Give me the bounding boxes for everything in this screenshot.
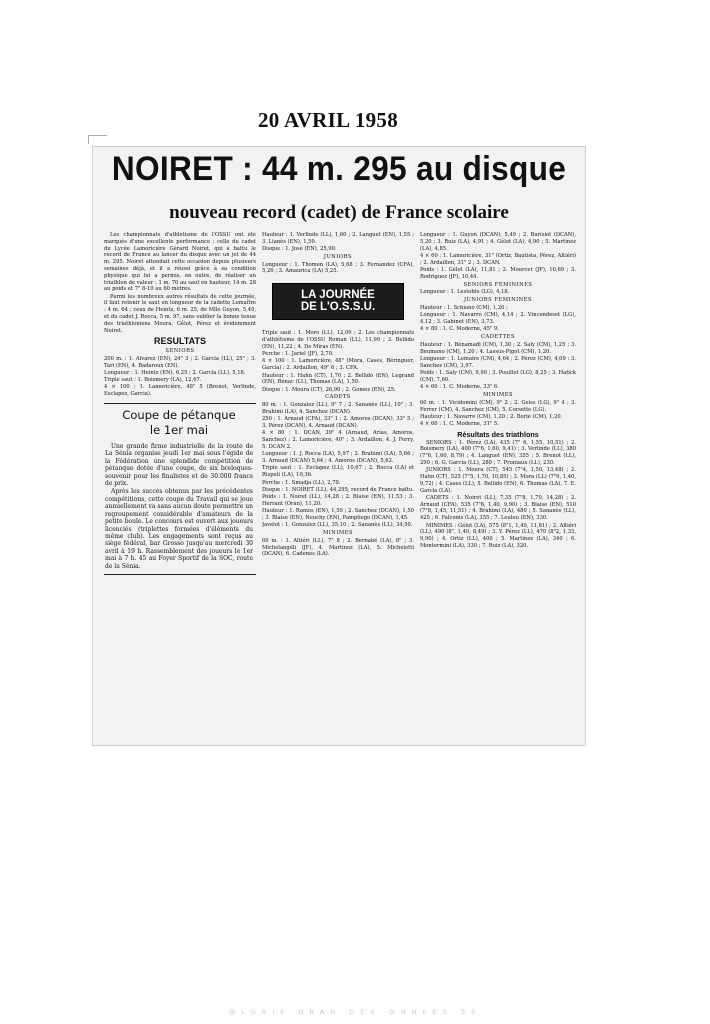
column-3 [420,232,576,746]
result-line: Javelot : 1. Gonzalez (LL), 35,10 ; 2. Sananès (LL), 34,50. [262,522,413,529]
watermark-footer: @LGRIE ORAN DES @NNEES 50 [228,1008,482,1016]
cadets-heading: CADETS [325,394,351,401]
result-line: Perche : 1. Smadja (LL), 2,70. [262,479,341,486]
column-2 [262,232,414,746]
result-line: Longueur : 1. Heintz (EN), 6,25 ; 2. Garcia (LL), 5,18. [104,369,246,376]
result-line: Longueur : 1. Guyon (DCAN), 5,49 ; 2. Barisiot (DCAN), 5,20 ; 3. Ruiz (LA), 4,91 ; 4. Gélot (LA), 4,90 ; 5. Martinez (LA), 4,85. [420,232,576,252]
result-line: Longueur : 1. J. Rocca (LA), 5,97 ; 2. Brahimi (LA), 5,66 ; 3. Arnaud (DCAN) 5,64 ; 4. Amoros (DCAN), 5,62. [262,451,414,465]
result-line: Triple saut : 1. Esclapez (LL), 10,67 ; 2. Rocca (LA) et Rispoli (LA), 10,36. [262,465,414,479]
result-line: Hauteur : 1. Ramos (EN), 1,50 ; 2. Sanchez (DCAN), 1,50 ; 3. Blaise (EN), Neuchy (EN), Pampliego (DCAN), 1,45. [262,508,414,521]
article-date: 20 AVRIL 1958 [257,108,399,132]
result-line: 4 × 60 : 1. C. Moderne, 33" 6. [420,384,499,391]
result-line: 60 m. : 1. Vicidomini (CM), 9" 2 ; 2. Geiss (LG), 9" 4 ; 3. Ferrer (CM), 4. Sanchez (CM), 5. Corsette (LG). [420,399,576,413]
result-line: 4 × 100 : 1. Lamoricière, 48" 5 (Brenot, Verlinde, Esclapez, Garcia). [104,384,256,398]
newspaper-clipping [92,146,586,746]
result-line: Hauteur : 1. Navarre (CM), 1,20 ; 2. Borie (CM), 1,20. [420,413,563,420]
result-line: 4 × 80 : 1. C. Moderne, 45" 9. [420,326,499,333]
result-line: Disque : 1. NOIRET (LL), 44,295, record de France battu. [262,486,414,493]
result-line: 4 × 60 : 1. C. Moderne, 31" 5. [420,421,499,428]
result-line: Triple saut : 1. Moro (LL), 12,09 ; 2. Les championnats d'athlétisme de l'OSSU Roman (LL), 11,99 ; 3. Bellido (EN), 11,22 ; 4. De Miras (EN). [262,330,414,350]
result-line: Longueur : 1. Navarro (CM), 4,14 ; 2. Vincendeset (LG), 4,12 ; 3. Gabinet (EN), 3,73. [420,312,576,326]
ossu-banner-line: LA JOURNÉE [301,289,375,302]
intro-paragraph: Les championnats d'athlétisme de l'OSSU ont été marqués d'une excellente performance : celle du cadet du Lycée Lamoricière Gérard Noiret, qui a battu le record de France au lancer du disque avec un jet de 44 m. 295. Noiret attendait cette occasion depuis plusieurs semaines déjà, et il a réussi grâce à sa condition physique qui lui a permis, en outre, de réaliser un triathlon de valeur : 1 m. 70 au saut en hauteur, 14 m. 28 au poids et 7" 8-10 au 60 mètres. [104,232,256,293]
result-line: 4 × 100 : 1. Lamoricière, 48" (Mora, Cases, Béringuer, Garcia) ; 2. Ardaillon, 49" 6 ; 3. CFA. [262,358,414,372]
result-line: Poids : 1. Saly (CM), 9,90 ; 3. Pouillet (LG), 8,25 ; 3. Hatick (CM), 7,60. [420,370,576,383]
triathlon-line: SENIORS : 1. Pérez (LA), 435 (7" 6, 1,55, 10,51) ; 2. Boismery (LA), 400 (7"6, 1,60, 9,41) ; 3. Verlinde (LL), 380 (7"6, 1,60, 8,79) ; 4. Languet (EN), 355 ; 5. Brenot (LL), 290 ; 6. G. Garcia (LL), 280 ; 7. Pruniaux (LL), 230. [420,439,576,466]
result-line: 4 × 60 : 1. Lamoricière, 31" (Ortiz, Bautista, Pérez, Altiéri) ; 2. Ardaillon, 31" 2 ; 3. DCAN. [420,252,576,266]
crop-mark [88,135,107,144]
minimes-heading: MINIMES [322,530,354,537]
result-line: Disque : 1. José (EN), 25,90. [262,246,337,253]
subheadline: nouveau record (cadet) de France scolaire [169,202,509,223]
result-line: Disque : 1. Moura (CT), 26,90 ; 2. Gomez (EN), 25. [262,386,396,393]
result-line: 250 : 1. Arnaud (CFA), 33" 1 ; 2. Amoros (DCAN), 33" 5 ; 3. Pérez (DCAN), 4. Arnaud (DCAN). [262,416,414,430]
juniors-heading: JUNIORS [323,253,353,260]
result-line: 200 m. : 1. Alvarez (EN), 24" 3 ; 2. Garcia (LL), 25" ; 3. Tari (EN), 4. Badaroux (EN). [104,355,256,369]
minimes-feminines-heading: MINIMES [482,392,514,399]
triathlon-line: MINIMES : Gélot (LA), 575 (8"1, 1,40, 11,81) ; 2. Altiéri (LL), 490 (8", 1,40, 8,49) ; 3. Y. Pérez (LL), 470 (8"2, 1,33, 9,90) ; 4. Ortiz (LL), 400 ; 5. Martinez (LA), 340 ; 6. Montermini (LA), 330 ; 7. Ruiz (LA), 320. [420,522,576,549]
column-1 [104,232,256,746]
result-line: 4 × 80 : 1. DCAN, 39" 4 (Arnaud, Arias, Amoros, Sanchez) ; 2. Lamoricière, 40" ; 3. Ardaillon, 4. J. Ferry, 5. DCAN 2. [262,430,414,451]
result-line: 60 m. : 1. Altiéri (LL), 7" 8 ; 2. Bernabé (LA), 8" ; 3. Michelangéli (JF), 4. Martinez (LA), 5. Micheletti (DCAN), 6. Cadenes (LA). [262,537,414,558]
result-line: Hauteur : 1. Bénamadi (CM), 1,30 ; 2. Saly (CM), 1,25 ; 3. Beumano (CM), 1,20 ; 4. Lassus-Pigot (CM), 1,20. [420,341,576,355]
cadettes-heading: CADETTES [480,334,516,341]
petanque-paragraph: Après les succès obtenus par les précédentes compétitions, cette coupe du Travail qui se joue annuellement va sans aucun doute permettre un regroupement considérable d'amateurs de la petite boule. Le concours est ouvert aux joueurs licenciés (triplettes formées d'éléments du même club). Les engagements sont reçus au siège fédéral, bar Grosso jusqu'au mercredi 30 avril à 19 h. Rassemblement des joueurs le 1er mai à 7 h. 45 au Foyer Sportif de la SOC, route de la Sénia. [105,488,253,570]
result-line: Hauteur : 1. Verlinde (LL), 1,60 ; 2. Languet (EN), 1,55 ; 3. Lianès (EN), 1,50. [262,232,414,245]
result-line: Poids : 1. Gélot (LA), 11,81 ; 2. Mourcet (JF), 10,69 ; 3. Rodriguez (JF), 10,44. [420,266,576,280]
result-line: Perche : 1. Jariel (JF), 2,70. [262,351,334,358]
headline: NOIRET : 44 m. 295 au disque [111,150,567,188]
result-line: Poids : 1. Noiret (LL), 14,28 ; 2. Blaise (EN), 11,53 ; 3. Herrant (Oran), 11,20. [262,494,414,507]
triathlon-line: CADETS : 1. Noiret (LL), 7,35 (7"8, 1,70, 14,28) ; 2. Arnaud (CFA), 535 (7"6, 1,40, 9,90) ; 3. Blaise (EN), 510 (7"8, 1,45, 11,51) ; 4. Brahimi (LA), 480 ; 5. Sananès (LL), 425 ; 6. Falconis (LA), 355 ; 7. Louleu (EN), 330. [420,494,576,522]
petanque-box [104,403,256,575]
juniors-feminines-heading: JUNIORS FEMININES [463,297,533,304]
ossu-banner [272,283,404,320]
intro-paragraph: Parmi les nombreux autres résultats de cette journée, il faut retenir le saut en longueur de la cadette Lemaître : 4 m. 64 ; ceux de Heintz, 6 m. 25, de Mlle Guyon, 5,49, et du cadet J. Rocca, 5 m. 97, sans oublier la bonne tenue des triathloniens Moura, Gélot, Pérez et évidemment Noiret. [104,293,256,334]
result-line: Longueur : 1. Lestoble (LG), 4,18. [420,289,510,296]
ossu-banner-line: DE L'O.S.S.U. [300,301,376,314]
petanque-body [105,443,253,570]
triathlon-line: JUNIORS : 1. Moura (CT), 545 (7"4, 1,50, 13,48) ; 2. Hahn (CT), 525 (7"5, 1,70, 10,85) ; 3. Mora (LL) (7"9, 1,40, 9,72) ; 4. Cases (LL), 5. Bellido (EN), 6. Thomas (LA), 7. E. Garcia (LA). [420,467,576,494]
seniors-feminines-heading: SENIORS FEMININES [463,281,533,288]
result-line: Hauteur : 1. Hahn (CT), 1,70 ; 2. Bellido (EN), Legrand (EN), Bénac (LL), Thomas (LA), 1,50. [262,372,414,386]
petanque-title-line: le 1er mai [149,423,209,438]
petanque-title [105,408,253,438]
result-line: 80 m. : 1. Gonzalez (LL), 9" 7 ; 2. Sananès (LL), 10" ; 3. Brahimi (LA), 4. Sanchez (DCAN). [262,402,414,416]
result-line: Hauteur : 1. Schiano (CM), 1,20 ; [420,304,508,311]
result-line: Longueur : 1. Lemaire (CM), 4,64 ; 2. Pérez (CM), 4,09 ; 3. Sanchez (CM), 3,97. [420,356,576,369]
results-heading: RESULTATS [154,335,206,346]
petanque-title-line: Coupe de pétanque [122,408,236,423]
petanque-paragraph: Une grande firme industrielle de la route de La Sénia organise jeudi 1er mai sous l'égide de la Fédération une splendide compétition de pétanque dotée d'une coupe, de six breloques-souvenir pour les finalistes et de 30.000 francs de prix. [105,443,253,488]
seniors-heading: SENIORS [165,347,195,354]
result-line: Longueur : 1. Thomen (LA), 5,68 ; 3. Fernandez (CFA), 5,26 ; 3. Amaurica (LA) 5,25. [262,261,414,275]
triathlon-heading: Résultats des triathlons [457,429,539,439]
result-line: Triple saut : 1. Boismery (LA), 12,67. [104,377,202,384]
